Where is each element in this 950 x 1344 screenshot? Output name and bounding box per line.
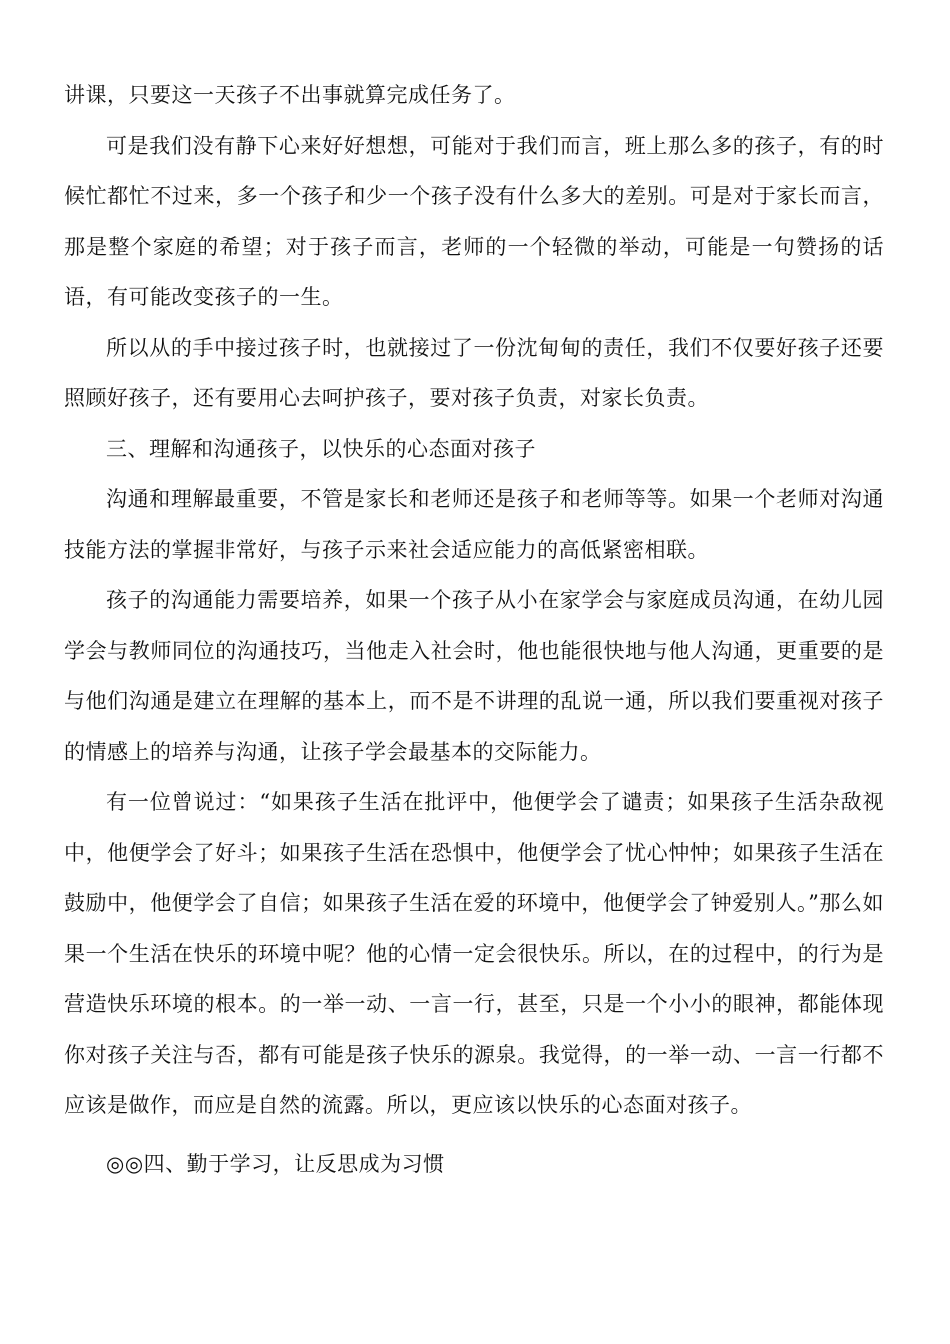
section-heading-three: 三、理解和沟通孩子，以快乐的心态面对孩子 — [106, 436, 536, 461]
paragraph-responsibility: 所以从的手中接过孩子时，也就接过了一份沈甸甸的责任，我们不仅要好孩子还要照顾好孩子，还有要用心去呵护孩子，要对孩子负责，对家长负责。 — [64, 335, 884, 410]
paragraph-communication: 沟通和理解最重要，不管是家长和老师还是孩子和老师等等。如果一个老师对沟通技能方法的掌握非常好，与孩子示来社会适应能力的高低紧密相联。 — [64, 487, 884, 562]
document-page — [64, 70, 884, 1189]
paragraph-continuation: 讲课，只要这一天孩子不出事就算完成任务了。 — [64, 83, 516, 107]
paragraph-communication-skills: 孩子的沟通能力需要培养，如果一个孩子从小在家学会与家庭成员沟通，在幼儿园学会与教师同位的沟通技巧，当他走入社会时，他也能很快地与他人沟通，更重要的是与他们沟通是建立在理解的基本上，而不是不讲理的乱说一通，所以我们要重视对孩子的情感上的培养与沟通，让孩子学会最基本的交际能力。 — [64, 588, 884, 764]
section-heading-four: ◎◎四、勤于学习，让反思成为习惯 — [106, 1151, 445, 1176]
paragraph-quote: 有一位曾说过：“如果孩子生活在批评中，他便学会了谴责；如果孩子生活杂敌视中，他便学会了好斗；如果孩子生活在恐惧中，他便学会了忧心忡忡；如果孩子生活在鼓励中，他便学会了自信；如果孩子生活在爱的环境中，他便学会了钟爱别人。”那么如果一个生活在快乐的环境中呢？他的心情一定会很快乐。所以，在的过程中，的行为是营造快乐环境的根本。的一举一动、一言一行，甚至，只是一个小小的眼神，都能体现你对孩子关注与否，都有可能是孩子快乐的源泉。我觉得，的一举一动、一言一行都不应该是做作，而应是自然的流露。所以，更应该以快乐的心态面对孩子。 — [64, 790, 884, 1117]
paragraph-reflection: 可是我们没有静下心来好好想想，可能对于我们而言，班上那么多的孩子，有的时候忙都忙不过来，多一个孩子和少一个孩子没有什么多大的差别。可是对于家长而言，那是整个家庭的希望；对于孩子而言，老师的一个轻微的举动，可能是一句赞扬的话语，有可能改变孩子的一生。 — [64, 133, 884, 309]
